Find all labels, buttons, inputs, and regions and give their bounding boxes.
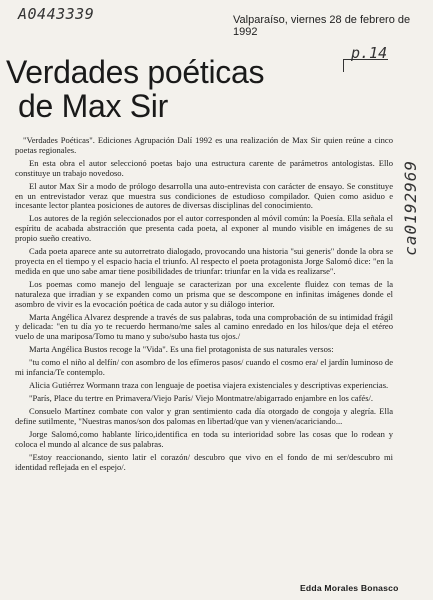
dateline: Valparaíso, viernes 28 de febrero de 1992: [233, 14, 411, 38]
article-paragraph: "tu como el niño al delfín/ con asombro de los efímeros pasos/ cuando el cosmo era/ el jardín luminoso de mi infancia/Te contemplo.: [15, 357, 393, 378]
page-mark: [351, 44, 387, 62]
article-title-line-2: de Max Sir: [18, 88, 168, 124]
article-paragraph: Marta Angélica Bustos recoge la "Vida". Es una fiel protagonista de sus naturales versos:: [29, 344, 334, 355]
article-paragraph: Los autores de la región seleccionados por el autor corresponden al móvil común: la Poesía. Ella señala el espíritu de acabada abstracción que presenta cada poeta, al exponer al mundo visible en imágenes de su propio sueño creativo.: [15, 213, 393, 244]
page-mark-bracket: [343, 59, 388, 72]
article-paragraph: El autor Max Sir a modo de prólogo desarrolla una auto-entrevista con carácter de ensayo. Se constituye en un entrevistador veraz que muestra sus condiciones de estudioso compilador. Quien como asiduo e incesante lector plantea posiciones de autores de diversas disciplinas del conocimiento.: [15, 180, 393, 211]
article-paragraph: Consuelo Martínez combate con valor y gran sentimiento cada día otorgado de congoja y alegría. Ella define sutilmente, "Nuestras manos/son dos palomas en libertad/que van y vienen/acariciando...: [15, 406, 393, 427]
article-title-line-1: Verdades poéticas: [6, 54, 265, 90]
article-paragraph: Los poemas como manejo del lenguaje se caracterizan por una excelente fluidez con temas de la naturaleza que irradian y se expanden como un prisma que se descompone en infinitas imágenes donde el asombro de vivir es la evocación poética de cada autor y su diálogo interior.: [15, 278, 393, 309]
article-paragraph: "París, Place du tertre en Primavera/Viejo París/ Viejo Montmatre/abigarrado enjambre en los cafés/.: [29, 393, 374, 404]
article-body: [15, 136, 393, 476]
archive-code-stamp: A0443339: [18, 5, 95, 23]
page-mark-label: p.14: [351, 44, 388, 62]
article-paragraph: "Estoy reaccionando, siento latir el corazón/ descubro que vivo en el fondo de mi ser/descubro mi identidad reflejada en el espejo/.: [15, 452, 393, 472]
article-paragraph: En esta obra el autor seleccionó poetas bajo una estructura carente de parámetros antologistas. Ello constituye un trabajo novedoso.: [15, 157, 393, 178]
article-paragraph: Marta Angélica Alvarez desprende a través de sus palabras, toda una comprobación de su intimidad frágil y delicada: "en tu día yo te recuerdo hermano/me sales al camino enredado en los hilos/que deja el etéreo vuelo de una mariposa/Tomo tu mano y subo/subo hasta tus ojos./: [15, 311, 393, 342]
byline: Edda Morales Bonasco: [300, 583, 399, 593]
article-paragraph: Jorge Salomó,como hablante lírico,identifica en toda su interioridad sobre las cosas que lo rodean y coloca el mundo al alcance de sus palabras.: [15, 429, 393, 450]
article-paragraph: Alicia Gutiérrez Wormann traza con lenguaje de poetisa viajera existenciales y descriptivas experiencias.: [29, 380, 389, 391]
side-archive-code: ca0192969: [401, 160, 420, 256]
article-paragraph: Cada poeta aparece ante su autorretrato dialogado, provocando una historia "sui generis" donde la obra se proyecta en el tiempo y el espacio hacia el triunfo. Al respecto el poeta protagonista Jorge Salomó dice: "en la medida en que uno sabe amar tiene posibilidades de triunfar: triunfar en la vida es realizarse".: [15, 246, 393, 276]
article-paragraph: "Verdades Poéticas". Ediciones Agrupación Dalí 1992 es una realización de Max Sir quien reúne a cinco poetas regionales.: [15, 135, 393, 155]
